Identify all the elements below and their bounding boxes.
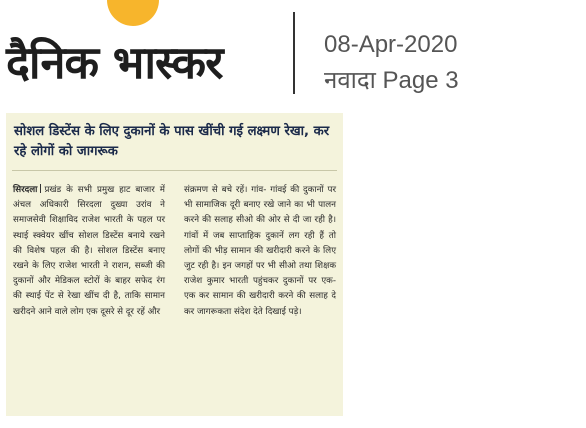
newspaper-logo: दैनिक भास्कर	[6, 36, 223, 89]
sun-logo-icon	[107, 0, 159, 26]
dateline-separator	[40, 184, 41, 193]
article-column-2: संक्रमण से बचे रहें। गांव- गांवई की दुकानों पर भी सामाजिक दूरी बनाए रखे जाने का भी पालन करने की सलाह सीओ की ओर से दी जा रही है। गांवों में जब साप्ताहिक दुकानें लग रही हैं तो लोगों की भीड़ सामान की खरीदारी करने के लिए जुट रही है। इन जगहों पर भी सीओ तथा शिक्षक राजेश कुमार भारती पहुंचकर दुकानों पर एक- एक कर सामान की खरीदारी करने की सलाह दे कर जागरूकता संदेश देते दिखाई पड़े।	[184, 185, 336, 317]
edition-page: नवादा Page 3	[324, 67, 459, 94]
masthead	[0, 0, 586, 100]
headline-divider	[12, 170, 337, 171]
article-column-1	[13, 183, 165, 320]
publication-date: 08-Apr-2020	[324, 31, 458, 58]
article-headline: सोशल डिस्टेंस के लिए दुकानों के पास खींची गई लक्ष्मण रेखा, कर रहे लोगों को जागरूक	[14, 124, 330, 159]
news-clipping	[6, 113, 343, 416]
dateline: सिरदला	[13, 185, 38, 195]
masthead-divider	[293, 12, 295, 94]
column-1-text: प्रखंड के सभी प्रमुख हाट बाजार में अंचल अधिकारी सिरदला दुख्या उरांव ने समाजसेवी शिक्षाविद राजेश भारती के पहल पर स्थाई स्क्वेयर खींच सोशल डिस्टेंस बनाये रखने की विशेष पहल की है। सोशल डिस्टेंस बनाए रखने के लिए राजेश भारती ने राशन, सब्जी की दुकानों और मेडिकल स्टोरों के बाहर सफेद रंग की स्थाई पेंट से रेखा खींच दी है, ताकि सामान खरीदने आने वाले लोग एक दूसरे से दूर रहें और	[13, 185, 165, 317]
